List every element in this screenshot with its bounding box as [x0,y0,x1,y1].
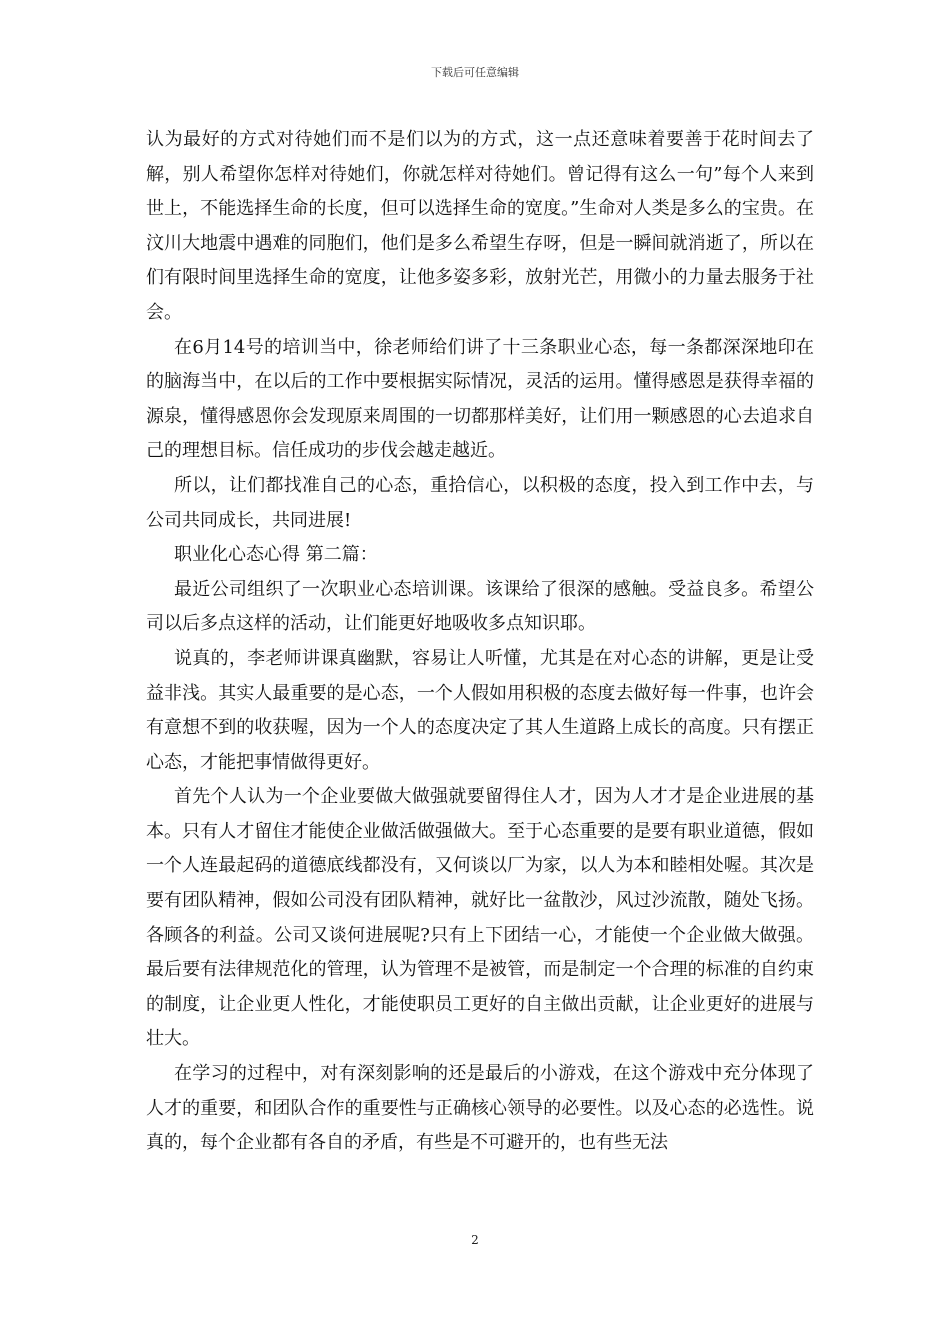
paragraph: 最近公司组织了一次职业心态培训课。该课给了很深的感触。受益良多。希望公司以后多点这样的活动，让们能更好地吸收多点知识耶。 [146,578,814,635]
paragraph: 所以，让们都找准自己的心态，重拾信心，以积极的态度，投入到工作中去，与公司共同成长，共同进展! [146,474,814,531]
paragraph: 说真的，李老师讲课真幽默，容易让人听懂，尤其是在对心态的讲解，更是让受益非浅。其实人最重要的是心态，一个人假如用积极的态度去做好每一件事，也许会有意想不到的收获喔，因为一个人的态度决定了其人生道路上成长的高度。只有摆正心态，才能把事情做得更好。 [146,647,814,773]
paragraph: 认为最好的方式对待她们而不是们以为的方式，这一点还意味着要善于花时间去了解，别人希望你怎样对待她们，你就怎样对待她们。曾记得有这么一句”每个人来到世上，不能选择生命的长度，但可以选择生命的宽度。”生命对人类是多么的宝贵。在汶川大地震中遇难的同胞们，他们是多么希望生存呀，但是一瞬间就消逝了，所以在们有限时间里选择生命的宽度，让他多姿多彩，放射光芒，用微小的力量去服务于社会。 [146,129,814,323]
document-body [146,123,814,1161]
paragraph: 首先个人认为一个企业要做大做强就要留得住人才，因为人才才是企业进展的基本。只有人才留住才能使企业做活做强做大。至于心态重要的是要有职业道德，假如一个人连最起码的道德底线都没有，又何谈以厂为家，以人为本和睦相处喔。其次是要有团队精神，假如公司没有团队精神，就好比一盆散沙，风过沙流散，随处飞扬。各顾各的利益。公司又谈何进展呢?只有上下团结一心，才能使一个企业做大做强。最后要有法律规范化的管理，认为管理不是被管，而是制定一个合理的标准的自约束的制度，让企业更人性化，才能使职员工更好的自主做出贡献，让企业更好的进展与壮大。 [146,786,814,1050]
page-header: 下载后可任意编辑 [431,66,519,79]
paragraph: 在6月14号的培训当中，徐老师给们讲了十三条职业心态，每一条都深深地印在的脑海当中，在以后的工作中要根据实际情况，灵活的运用。懂得感恩是获得幸福的源泉，懂得感恩你会发现原来周围的一切都那样美好，让们用一颗感恩的心去追求自己的理想目标。信任成功的步伐会越走越近。 [146,336,814,462]
page-number: 2 [471,1233,479,1247]
section-heading: 职业化心态心得 第二篇： [174,544,378,566]
paragraph: 在学习的过程中，对有深刻影响的还是最后的小游戏，在这个游戏中充分体现了人才的重要，和团队合作的重要性与正确核心领导的必要性。以及心态的必选性。说真的，每个企业都有各自的矛盾，有些是不可避开的，也有些无法 [146,1063,814,1154]
